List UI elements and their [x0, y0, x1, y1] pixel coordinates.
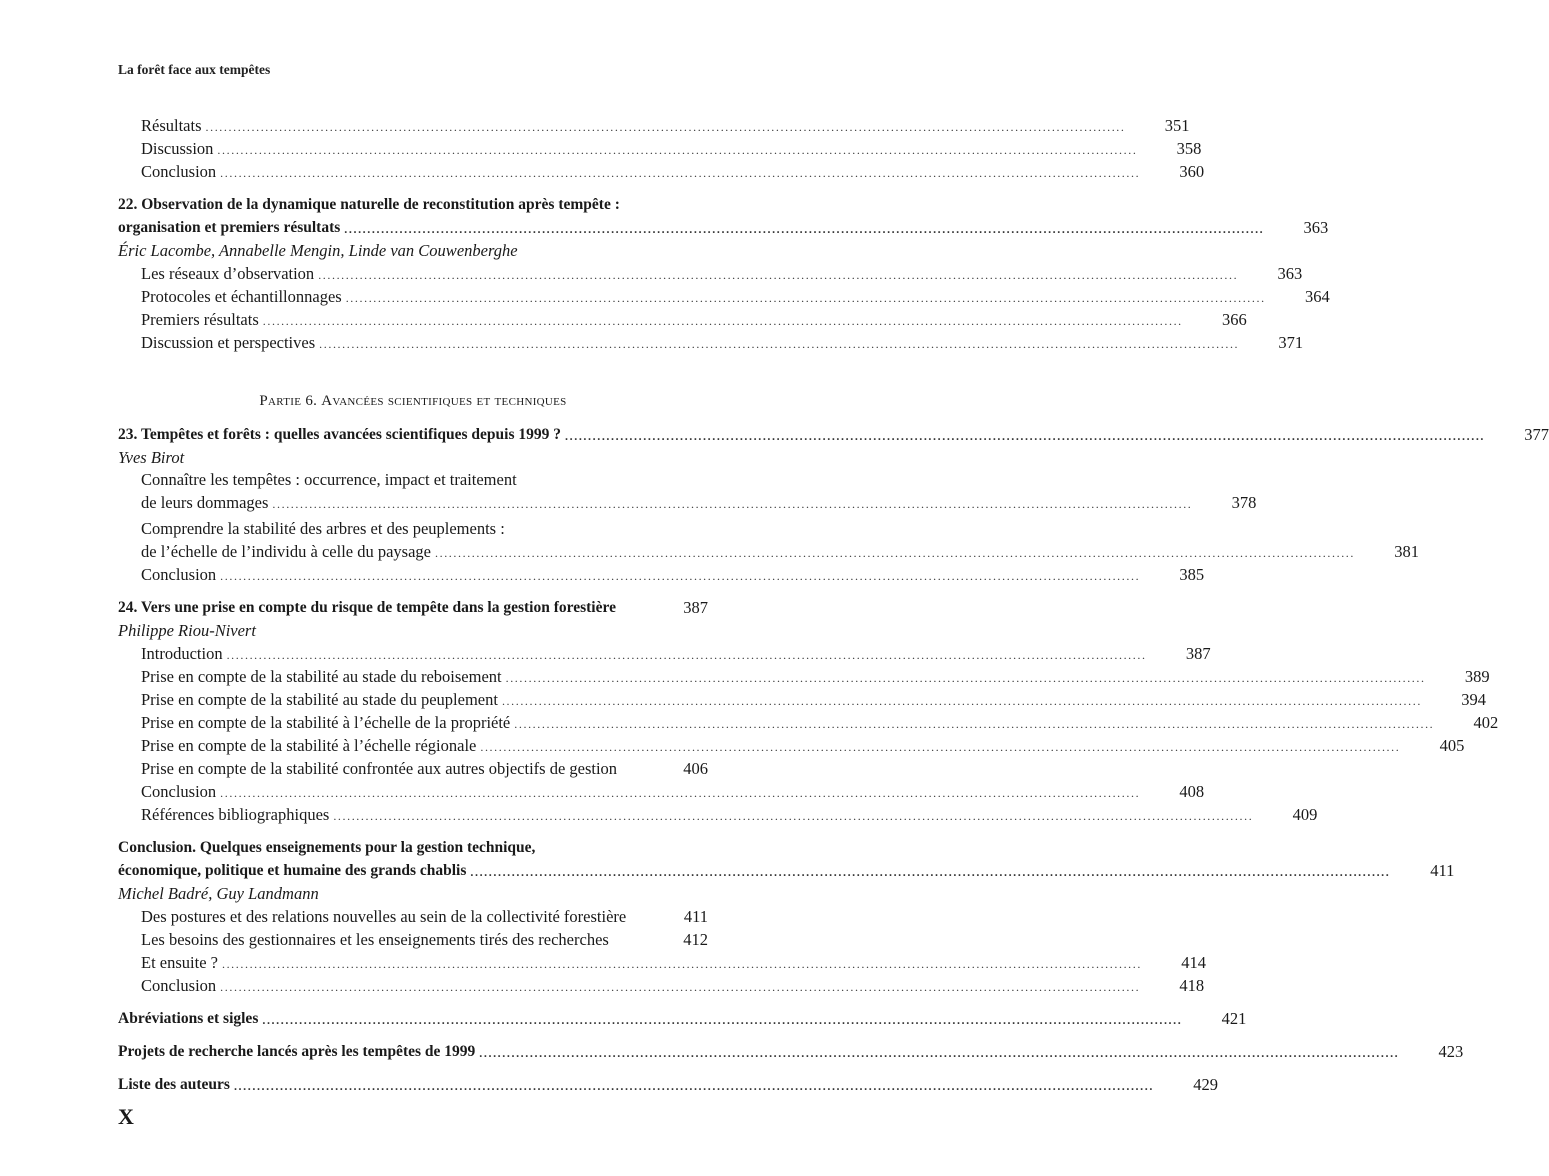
- dot-leader: ........................................................................................................................................................................................................: [220, 569, 1141, 583]
- toc-entry[interactable]: [118, 688, 1486, 711]
- toc-page-number: 421: [1221, 1009, 1247, 1028]
- toc-entry-discussion[interactable]: [118, 137, 1202, 160]
- toc-page-number: 366: [1222, 310, 1247, 329]
- toc-page-number: 408: [1179, 782, 1205, 801]
- toc-page-number: 412: [683, 930, 708, 949]
- toc-page-number: 387: [683, 598, 708, 617]
- toc-entry-label: Prise en compte de la stabilité confrontée aux autres objectifs de gestion: [141, 759, 618, 778]
- chapter-22-title[interactable]: 22. Observation de la dynamique naturelle de reconstitution après tempête :: [118, 196, 620, 213]
- dot-leader: ........................................................................................................................................................................................................: [501, 694, 1422, 708]
- dot-leader: ........................................................................................................................................................................................................: [565, 429, 1486, 443]
- toc-entry-label: Introduction: [141, 644, 223, 663]
- toc-entry-label: Prise en compte de la stabilité à l’échelle de la propriété: [141, 713, 511, 732]
- toc-entry-label: Références bibliographiques: [141, 805, 330, 824]
- toc-page-number: 363: [1303, 218, 1329, 237]
- dot-leader: ........................................................................................................................................................................................................: [319, 337, 1240, 351]
- toc-page-number: 378: [1231, 493, 1257, 512]
- part-6-heading: [118, 390, 708, 413]
- toc-entry[interactable]: [118, 951, 1206, 974]
- chapter-23-authors: Yves Birot: [118, 448, 185, 467]
- toc-entry[interactable]: [118, 642, 1211, 665]
- toc-entry-research-projects[interactable]: [118, 1040, 1464, 1063]
- toc-page-number: 418: [1179, 976, 1205, 995]
- chapter-24-title[interactable]: [118, 596, 708, 619]
- toc-entry-label: Et ensuite ?: [141, 953, 218, 972]
- running-head: La forêt face aux tempêtes: [118, 62, 271, 77]
- dot-leader: ........................................................................................................................................................................................................: [514, 717, 1435, 731]
- toc-page-number: 371: [1278, 333, 1304, 352]
- toc-page-number: 381: [1394, 542, 1419, 561]
- toc-page-number: 389: [1464, 667, 1490, 686]
- toc-entry-label: 23. Tempêtes et forêts : quelles avancées scientifiques depuis 1999 ?: [118, 426, 562, 443]
- toc-entry-authors-list[interactable]: [118, 1073, 1218, 1096]
- toc-entry-label: Protocoles et échantillonnages: [141, 287, 342, 306]
- toc-page-number: 429: [1193, 1075, 1218, 1094]
- dot-leader: ........................................................................................................................................................................................................: [217, 143, 1138, 157]
- dot-leader: ........................................................................................................................................................................................................: [220, 166, 1141, 180]
- dot-leader: ........................................................................................................................................................................................................: [262, 1013, 1183, 1027]
- page-folio: X: [118, 1104, 134, 1129]
- toc-entry-label: de leurs dommages: [141, 493, 269, 512]
- dot-leader: ........................................................................................................................................................................................................: [505, 671, 1426, 685]
- toc-entry-label: Liste des auteurs: [118, 1076, 230, 1093]
- toc-entry[interactable]: [118, 974, 1205, 997]
- toc-entry-label: Projets de recherche lancés après les tempêtes de 1999: [118, 1043, 476, 1060]
- toc-entry[interactable]: [118, 285, 1330, 308]
- table-of-contents: [118, 114, 1549, 1096]
- toc-entry-label: Prise en compte de la stabilité à l’échelle régionale: [141, 736, 477, 755]
- toc-page-number: 411: [683, 907, 708, 926]
- toc-page-number: 405: [1439, 736, 1465, 755]
- toc-entry-label: Prise en compte de la stabilité au stade du peuplement: [141, 690, 498, 709]
- chapter-22-authors: Éric Lacombe, Annabelle Mengin, Linde van Couwenberghe: [118, 241, 518, 260]
- toc-page-number: 411: [1430, 861, 1455, 880]
- toc-entry[interactable]: [118, 734, 1465, 757]
- conclusion-authors: Michel Badré, Guy Landmann: [118, 884, 319, 903]
- toc-page-number: 414: [1181, 953, 1206, 972]
- toc-page-number: 394: [1461, 690, 1486, 709]
- toc-page-number: 385: [1179, 565, 1205, 584]
- toc-entry-label: Conclusion: [141, 976, 217, 995]
- part-6-prefix: Partie 6.: [259, 393, 318, 409]
- toc-entry-label: Discussion: [141, 139, 214, 158]
- dot-leader: ........................................................................................................................................................................................................: [226, 648, 1147, 662]
- dot-leader: ........................................................................................................................................................................................................: [220, 980, 1141, 994]
- toc-entry[interactable]: [118, 540, 1419, 563]
- chapter-23-title[interactable]: [118, 423, 1549, 446]
- toc-entry-label: Prise en compte de la stabilité au stade du reboisement: [141, 667, 502, 686]
- toc-page-number: 360: [1179, 162, 1205, 181]
- toc-page-number: 351: [1164, 116, 1190, 135]
- toc-entry[interactable]: [118, 928, 708, 951]
- toc-entry[interactable]: [118, 905, 708, 928]
- toc-entry-abbreviations[interactable]: [118, 1007, 1247, 1030]
- dot-leader: ........................................................................................................................................................................................................: [220, 786, 1141, 800]
- dot-leader: ........................................................................................................................................................................................................: [344, 222, 1265, 236]
- toc-entry[interactable]: [118, 780, 1205, 803]
- toc-page-number: 387: [1185, 644, 1211, 663]
- toc-entry-label: Premiers résultats: [141, 310, 259, 329]
- toc-entry-label: 24. Vers une prise en compte du risque de tempête dans la gestion forestière: [118, 599, 616, 616]
- toc-page-number: 423: [1438, 1042, 1464, 1061]
- toc-entry[interactable]: [118, 665, 1490, 688]
- dot-leader: ........................................................................................................................................................................................................: [480, 740, 1401, 754]
- part-6-title: Avancées scientifiques et techniques: [321, 393, 567, 409]
- dot-leader: ........................................................................................................................................................................................................: [272, 497, 1193, 511]
- toc-entry-resultats[interactable]: [118, 114, 1190, 137]
- chapter-24-authors: Philippe Riou-Nivert: [118, 621, 256, 640]
- dot-leader: ........................................................................................................................................................................................................: [345, 291, 1266, 305]
- dot-leader: ........................................................................................................................................................................................................: [205, 120, 1126, 134]
- toc-page-number: 402: [1473, 713, 1499, 732]
- toc-entry-line-1[interactable]: Comprendre la stabilité des arbres et des peuplements :: [141, 519, 505, 538]
- toc-entry-label: Les besoins des gestionnaires et les enseignements tirés des recherches: [141, 930, 609, 949]
- dot-leader: ........................................................................................................................................................................................................: [262, 314, 1183, 328]
- toc-entry-label: Conclusion: [141, 162, 217, 181]
- toc-page-number: 363: [1277, 264, 1303, 283]
- chapter-22-title-end[interactable]: [118, 216, 1329, 239]
- toc-page-number: 377: [1524, 425, 1549, 444]
- toc-entry-label: Discussion et perspectives: [141, 333, 316, 352]
- toc-entry-label: organisation et premiers résultats: [118, 219, 341, 236]
- toc-entry[interactable]: [118, 308, 1247, 331]
- toc-entry-label: Résultats: [141, 116, 202, 135]
- toc-entry[interactable]: [118, 803, 1318, 826]
- toc-entry[interactable]: [118, 757, 708, 780]
- toc-entry-label: Les réseaux d’observation: [141, 264, 315, 283]
- toc-entry-label: Abréviations et sigles: [118, 1010, 259, 1027]
- toc-entry[interactable]: [118, 331, 1304, 354]
- toc-entry[interactable]: [118, 563, 1205, 586]
- dot-leader: ........................................................................................................................................................................................................: [221, 957, 1142, 971]
- toc-entry-label: Des postures et des relations nouvelles au sein de la collectivité forestière: [141, 907, 627, 926]
- dot-leader: ........................................................................................................................................................................................................: [333, 809, 1254, 823]
- dot-leader: ........................................................................................................................................................................................................: [318, 268, 1239, 282]
- dot-leader: ........................................................................................................................................................................................................: [479, 1046, 1400, 1060]
- toc-entry-conclusion[interactable]: [118, 160, 1205, 183]
- toc-entry-label: de l’échelle de l’individu à celle du paysage: [141, 542, 431, 561]
- toc-page-number: 358: [1176, 139, 1202, 158]
- toc-page-number: 364: [1304, 287, 1330, 306]
- toc-entry[interactable]: [118, 262, 1303, 285]
- toc-entry[interactable]: [118, 491, 1257, 514]
- conclusion-title-end[interactable]: [118, 859, 1455, 882]
- toc-entry-label: Conclusion: [141, 565, 217, 584]
- dot-leader: ........................................................................................................................................................................................................: [435, 546, 1355, 560]
- toc-page-number: 409: [1292, 805, 1318, 824]
- conclusion-title[interactable]: Conclusion. Quelques enseignements pour la gestion technique,: [118, 839, 536, 856]
- toc-entry-label: Conclusion: [141, 782, 217, 801]
- dot-leader: ........................................................................................................................................................................................................: [470, 865, 1391, 879]
- toc-entry[interactable]: [118, 711, 1499, 734]
- toc-page-number: 406: [683, 759, 708, 778]
- toc-entry-label: économique, politique et humaine des grands chablis: [118, 862, 467, 879]
- toc-entry-line-1[interactable]: Connaître les tempêtes : occurrence, impact et traitement: [141, 470, 517, 489]
- dot-leader: ........................................................................................................................................................................................................: [233, 1079, 1154, 1093]
